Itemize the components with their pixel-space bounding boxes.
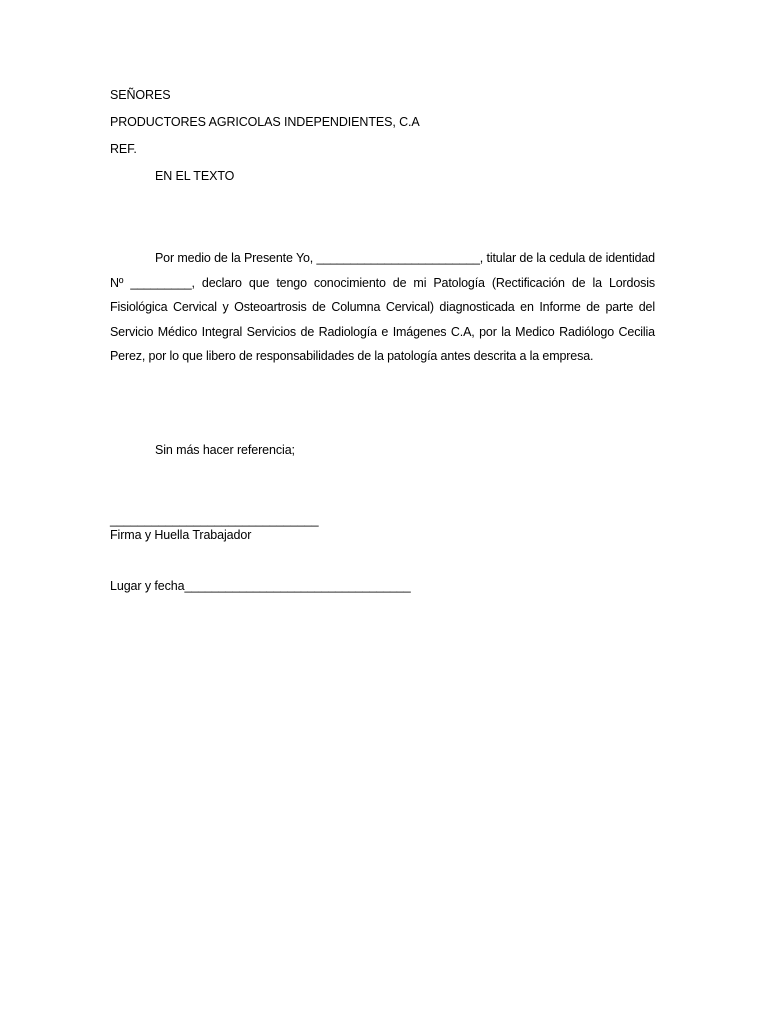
closing-line: Sin más hacer referencia; [155,443,295,457]
ref-value: EN EL TEXTO [155,169,235,183]
declaration-paragraph [110,246,655,369]
company-name: PRODUCTORES AGRICOLAS INDEPENDIENTES, C.A [110,115,420,129]
addressee-line: SEÑORES [110,88,171,102]
signature-blank: ______________________________ [110,513,319,527]
place-date-line: Lugar y fecha_________________________________ [110,579,411,593]
declaration-text: Por medio de la Presente Yo, ________________________, titular de la cedula de identidad Nº _________, declaro que tengo conocimiento de mi Patología (Rectificación de la Lordosis Fisiológica Cervical y Osteoartrosis de Columna Cervical) diagnosticada en Informe de parte del Servicio Médico Integral Servicios de Radiología e Imágenes C.A, por la Medico Radiólogo Cecilia Perez, por lo que libero de responsabilidades de la patología antes descrita a la empresa. [110,251,655,364]
signature-label: Firma y Huella Trabajador [110,528,252,542]
ref-label: REF. [110,142,137,156]
